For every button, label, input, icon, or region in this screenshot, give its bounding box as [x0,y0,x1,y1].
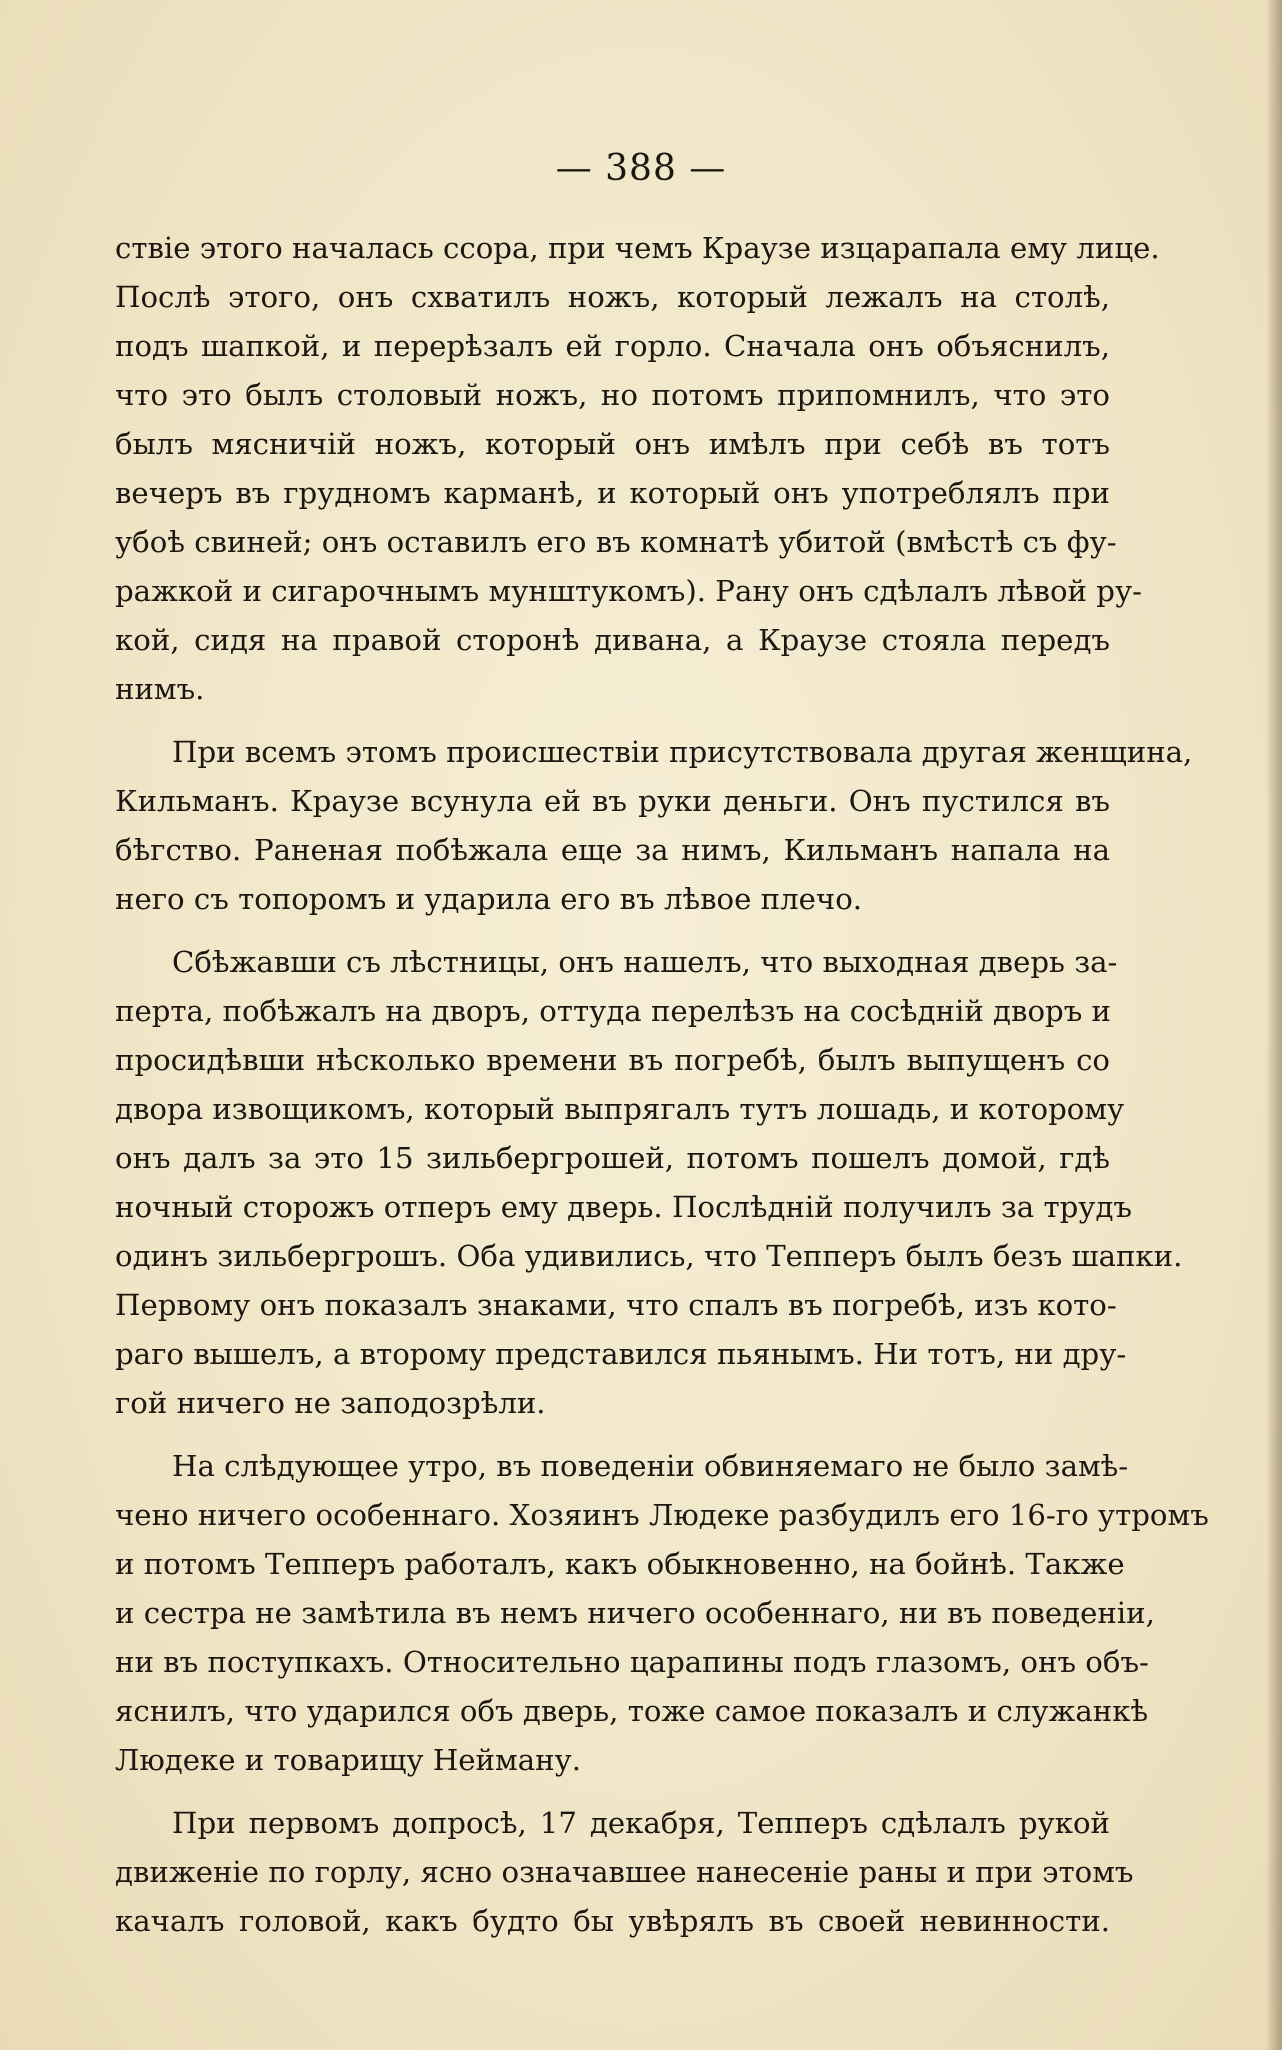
text-line: и потомъ Тепперъ работалъ, какъ обыкновенно, на бойнѣ. Также [115,1547,1125,1581]
text-line: одинъ зильбергрошъ. Оба удивились, что Тепперъ былъ безъ шапки. [115,1239,1183,1273]
text-line: и сестра не замѣтила въ немъ ничего особеннаго, ни въ поведеніи, [115,1596,1155,1630]
text-line: движеніе по горлу, ясно означавшее нанесеніе раны и при этомъ [115,1855,1134,1889]
text-line: ни въ поступкахъ. Относительно царапины подъ глазомъ, онъ объ- [115,1645,1149,1679]
paragraph-2 [115,728,1193,924]
text-line: Сбѣжавши съ лѣстницы, онъ нашелъ, что выходная дверь за- [172,945,1118,979]
paragraph-gap [115,1785,1110,1799]
text-line: чено ничего особеннаго. Хозяинъ Людеке разбудилъ его 16-го утромъ [115,1498,1209,1532]
page-number-header: — 388 — [555,148,727,189]
paragraph-gap [115,714,1110,728]
paragraph-gap [115,924,1110,938]
body-text [115,224,1209,1946]
text-line: ствіе этого началась ссора, при чемъ Краузе изцарапала ему лице. [115,231,1160,265]
text-line: На слѣдующее утро, въ поведеніи обвиняемаго не было замѣ- [172,1449,1129,1483]
paragraph-1 [115,224,1160,714]
text-line: кой, сидя на правой сторонѣ дивана, а Краузе стояла передъ [115,623,1110,657]
text-line: вечеръ въ грудномъ карманѣ, и который онъ употреблялъ при [115,476,1110,510]
paragraph-4 [115,1442,1209,1785]
text-line: Первому онъ показалъ знаками, что спалъ въ погребѣ, изъ кото- [115,1288,1117,1322]
text-line: раго вышелъ, а второму представился пьянымъ. Ни тотъ, ни дру- [115,1337,1127,1371]
text-line: нимъ. [115,672,205,706]
text-line: подъ шапкой, и перерѣзалъ ей горло. Сначала онъ объяснилъ, [115,329,1110,363]
text-line: былъ мясничій ножъ, который онъ имѣлъ при себѣ въ тотъ [115,427,1110,461]
text-line: Послѣ этого, онъ схватилъ ножъ, который лежалъ на столѣ, [115,280,1110,314]
text-line: При первомъ допросѣ, 17 декабря, Тепперъ сдѣлалъ рукой [172,1806,1110,1840]
text-line: него съ топоромъ и ударила его въ лѣвое плечо. [115,882,863,916]
text-line: перта, побѣжалъ на дворъ, оттуда перелѣзъ на сосѣдній дворъ и [115,994,1112,1028]
paragraph-3 [115,938,1183,1428]
text-line: двора извощикомъ, который выпрягалъ тутъ лошадь, и которому [115,1092,1125,1126]
text-line: При всемъ этомъ происшествіи присутствовала другая женщина, [172,735,1193,769]
text-line: яснилъ, что ударился объ дверь, тоже самое показалъ и служанкѣ [115,1694,1149,1728]
paragraph-5 [115,1799,1134,1946]
text-line: онъ далъ за это 15 зильбергрошей, потомъ пошелъ домой, гдѣ [115,1141,1110,1175]
page-edge-shadow [1266,0,1282,2050]
text-line: ражкой и сигарочнымъ мунштукомъ). Рану онъ сдѣлалъ лѣвой ру- [115,574,1142,608]
text-line: убоѣ свиней; онъ оставилъ его въ комнатѣ убитой (вмѣстѣ съ фу- [115,525,1117,559]
text-line: Кильманъ. Краузе всунула ей въ руки деньги. Онъ пустился въ [115,784,1110,818]
text-line: что это былъ столовый ножъ, но потомъ припомнилъ, что это [115,378,1110,412]
text-line: ночный сторожъ отперъ ему дверь. Послѣдній получилъ за трудъ [115,1190,1133,1224]
text-line: Людеке и товарищу Нейману. [115,1743,582,1777]
text-line: бѣгство. Раненая побѣжала еще за нимъ, Кильманъ напала на [115,833,1110,867]
paragraph-gap [115,1428,1110,1442]
text-line: гой ничего не заподозрѣли. [115,1386,546,1420]
text-line: просидѣвши нѣсколько времени въ погребѣ, былъ выпущенъ со [115,1043,1110,1077]
text-line: качалъ головой, какъ будто бы увѣрялъ въ своей невинности. [115,1904,1110,1938]
